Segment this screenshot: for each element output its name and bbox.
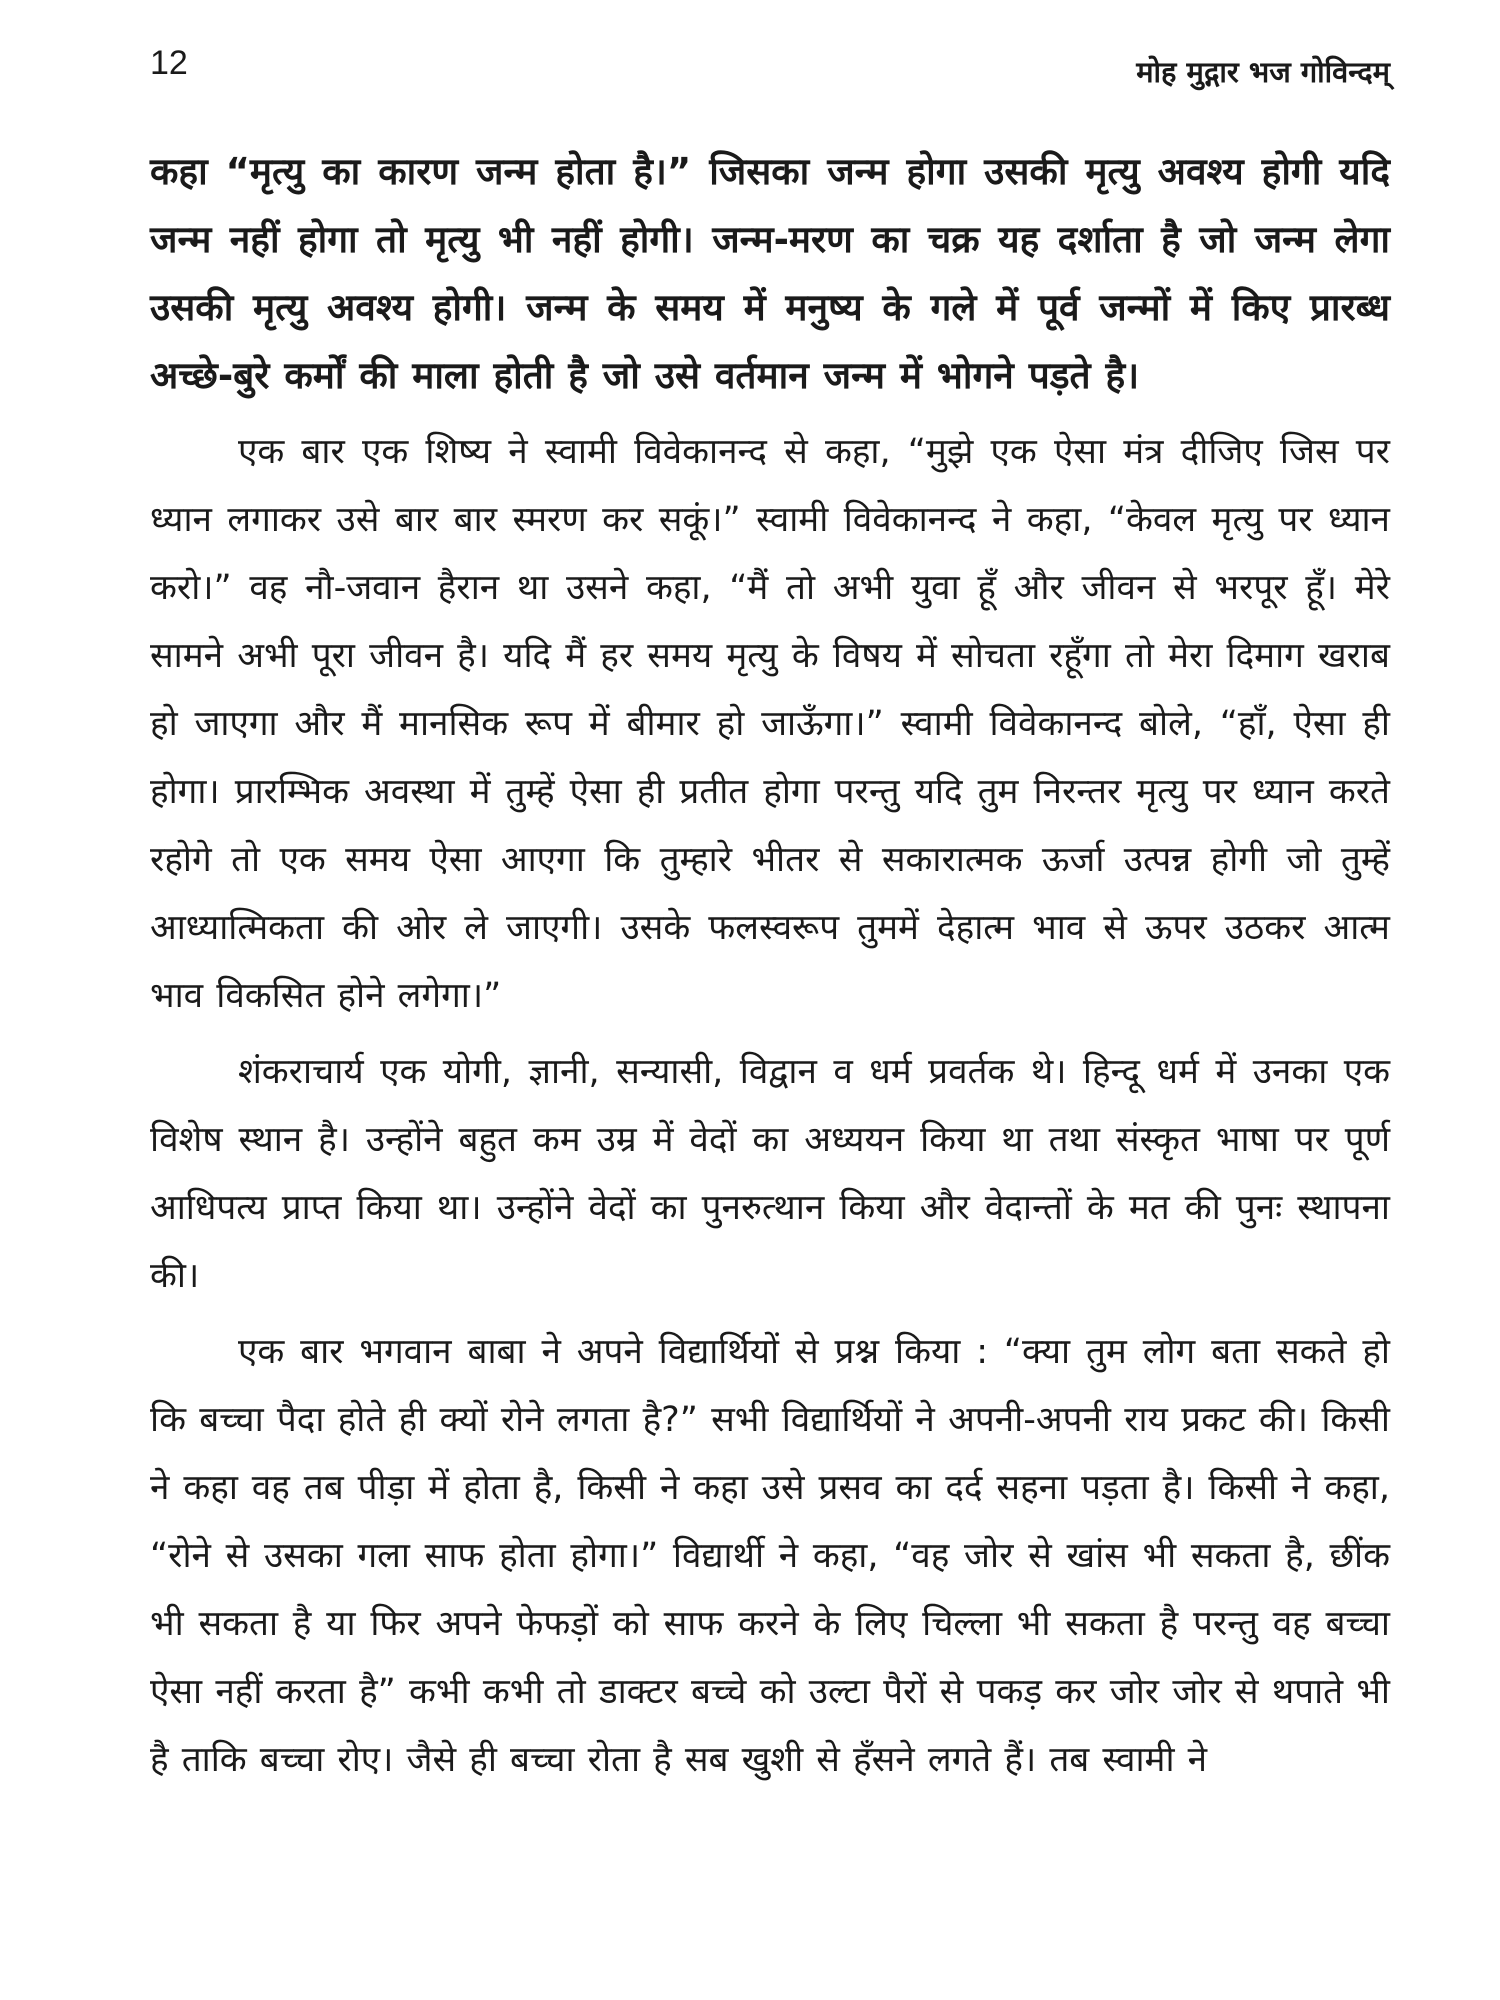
page-body bbox=[150, 138, 1390, 1794]
running-title: मोह मुद्गार भज गोविन्दम् bbox=[1136, 55, 1390, 89]
page-header bbox=[150, 44, 1390, 104]
paragraph-3: शंकराचार्य एक योगी, ज्ञानी, सन्यासी, विद्वान व धर्म प्रवर्तक थे। हिन्दू धर्म में उनका एक विशेष स्थान है। उन्होंने बहुत कम उम्र में वेदों का अध्ययन किया था तथा संस्कृत भाषा पर पूर्ण आधिपत्य प्राप्त किया था। उन्होंने वेदों का पुनरुत्थान किया और वेदान्तों के मत की पुनः स्थापना की। bbox=[150, 1052, 1390, 1296]
page-number: 12 bbox=[150, 44, 188, 82]
paragraph-2: एक बार एक शिष्य ने स्वामी विवेकानन्द से कहा, “मुझे एक ऐसा मंत्र दीजिए जिस पर ध्यान लगाकर उसे बार बार स्मरण कर सकूं।” स्वामी विवेकानन्द ने कहा, “केवल मृत्यु पर ध्यान करो।” वह नौ-जवान हैरान था उसने कहा, “मैं तो अभी युवा हूँ और जीवन से भरपूर हूँ। मेरे सामने अभी पूरा जीवन है। यदि मैं हर समय मृत्यु के विषय में सोचता रहूँगा तो मेरा दिमाग खराब हो जाएगा और मैं मानसिक रूप में बीमार हो जाऊँगा।” स्वामी विवेकानन्द बोले, “हाँ, ऐसा ही होगा। प्रारम्भिक अवस्था में तुम्हें ऐसा ही प्रतीत होगा परन्तु यदि तुम निरन्तर मृत्यु पर ध्यान करते रहोगे तो एक समय ऐसा आएगा कि तुम्हारे भीतर से सकारात्मक ऊर्जा उत्पन्न होगी जो तुम्हें आध्यात्मिकता की ओर ले जाएगी। उसके फलस्वरूप तुममें देहात्म भाव से ऊपर उठकर आत्म भाव विकसित होने लगेगा।” bbox=[150, 432, 1390, 1016]
paragraph-1: कहा “मृत्यु का कारण जन्म होता है।” जिसका जन्म होगा उसकी मृत्यु अवश्य होगी यदि जन्म नहीं होगा तो मृत्यु भी नहीं होगी। जन्म-मरण का चक्र यह दर्शाता है जो जन्म लेगा उसकी मृत्यु अवश्य होगी। जन्म के समय में मनुष्य के गले में पूर्व जन्मों में किए प्रारब्ध अच्छे-बुरे कर्मों की माला होती है जो उसे वर्तमान जन्म में भोगने पड़ते है। bbox=[150, 150, 1390, 397]
paragraph-4: एक बार भगवान बाबा ने अपने विद्यार्थियों से प्रश्न किया : “क्या तुम लोग बता सकते हो कि बच्चा पैदा होते ही क्यों रोने लगता है?” सभी विद्यार्थियों ने अपनी-अपनी राय प्रकट की। किसी ने कहा वह तब पीड़ा में होता है, किसी ने कहा उसे प्रसव का दर्द सहना पड़ता है। किसी ने कहा, “रोने से उसका गला साफ होता होगा।” विद्यार्थी ने कहा, “वह जोर से खांस भी सकता है, छींक भी सकता है या फिर अपने फेफड़ों को साफ करने के लिए चिल्ला भी सकता है परन्तु वह बच्चा ऐसा नहीं करता है” कभी कभी तो डाक्टर बच्चे को उल्टा पैरों से पकड़ कर जोर जोर से थपाते भी है ताकि बच्चा रोए। जैसे ही बच्चा रोता है सब खुशी से हँसने लगते हैं। तब स्वामी ने bbox=[150, 1332, 1390, 1780]
